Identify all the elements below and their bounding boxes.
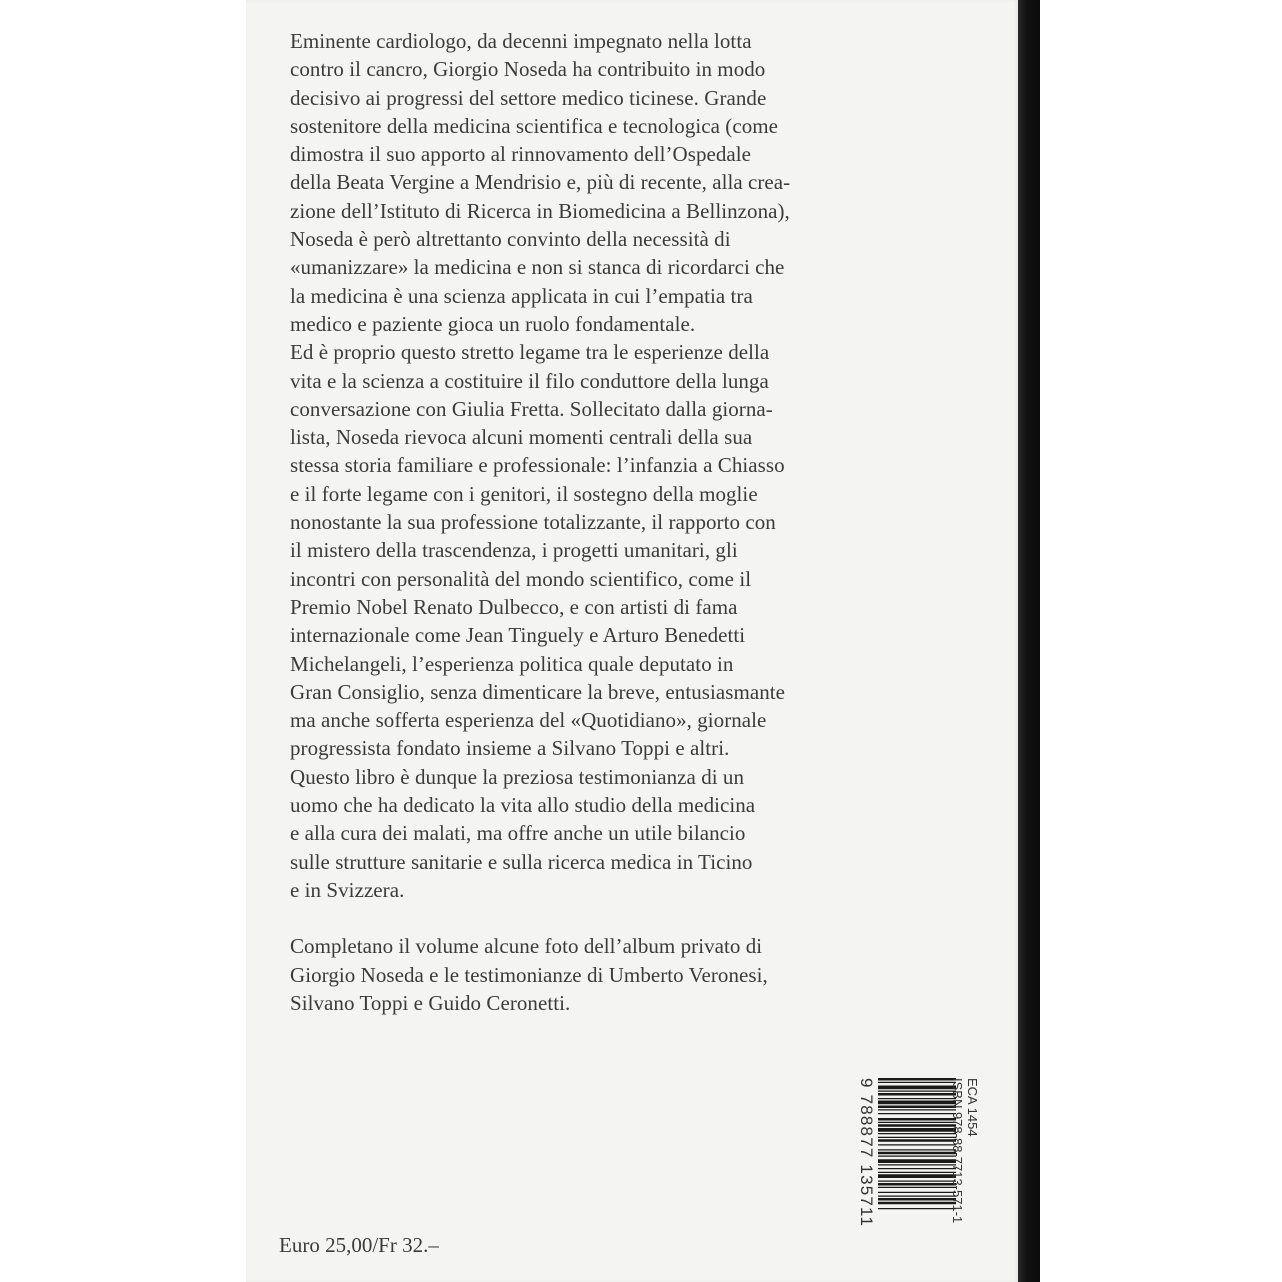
barcode-bar — [878, 1091, 956, 1092]
text-line: Ed è proprio questo stretto legame tra le esperienze della — [290, 340, 770, 365]
barcode-bar — [878, 1101, 956, 1105]
barcode-bar — [878, 1139, 956, 1142]
barcode-bar — [878, 1106, 956, 1109]
barcode-bar — [878, 1152, 956, 1155]
text-line: Michelangeli, l’esperienza politica quale deputato in — [290, 651, 734, 676]
text-line: della Beata Vergine a Mendrisio e, più di recente, alla crea- — [290, 170, 791, 195]
text-line: e alla cura dei malati, ma offre anche un utile bilancio — [290, 821, 746, 846]
text-line: stessa storia familiare e professionale: l’infanzia a Chiasso — [290, 453, 785, 478]
text-line: lista, Noseda rievoca alcuni momenti centrali della sua — [290, 425, 753, 450]
barcode-bar — [878, 1122, 956, 1123]
price-label: Euro 25,00/Fr 32.– — [279, 1233, 439, 1257]
text-line: decisivo ai progressi del settore medico ticinese. Grande — [290, 85, 767, 110]
text-line: Silvano Toppi e Guido Ceronetti. — [290, 990, 571, 1015]
text-line: zione dell’Istituto di Ricerca in Biomedicina a Bellinzona), — [290, 198, 790, 223]
text-line: il mistero della trascendenza, i progetti umanitari, gli — [290, 538, 738, 563]
text-line: Gran Consiglio, senza dimenticare la breve, entusiasmante — [290, 679, 786, 704]
barcode-bar — [878, 1159, 956, 1163]
isbn-label: ISBN 978-88-7713-571-1 — [950, 1078, 965, 1224]
text-line: progressista fondato insieme a Silvano Toppi e altri. — [290, 736, 730, 761]
barcode-bar — [878, 1164, 956, 1165]
text-line: nonostante la sua professione totalizzante, il rapporto con — [290, 510, 776, 535]
barcode-bar — [878, 1144, 956, 1145]
text-line: dimostra il suo apporto al rinnovamento dell’Ospedale — [290, 142, 752, 167]
text-line: vita e la scienza a costituire il filo conduttore della lunga — [290, 368, 769, 393]
barcode-bar — [878, 1168, 956, 1169]
blurb-paragraph — [290, 763, 850, 904]
text-line: e il forte legame con i genitori, il sostegno della moglie — [290, 481, 758, 506]
text-line: conversazione con Giulia Fretta. Sollecitato dalla giorna- — [290, 396, 773, 421]
barcode-bar — [878, 1196, 956, 1197]
book-spine — [1018, 0, 1040, 1282]
barcode-bar — [878, 1082, 956, 1083]
barcode-bar — [878, 1172, 956, 1173]
text-line: Premio Nobel Renato Dulbecco, e con artisti di fama — [290, 594, 738, 619]
barcode-bar — [878, 1202, 956, 1205]
text-line: Giorgio Noseda e le testimonianze di Umberto Veronesi, — [290, 962, 768, 987]
barcode-bar — [878, 1078, 956, 1081]
text-line: incontri con personalità del mondo scientifico, come il — [290, 566, 752, 591]
barcode-bar — [878, 1113, 956, 1114]
text-line: sulle strutture sanitarie e sulla ricerca medica in Ticino — [290, 849, 753, 874]
closing-paragraph — [290, 932, 850, 1017]
barcode-bar — [878, 1174, 956, 1178]
barcode-bar — [878, 1086, 956, 1090]
text-line: sostenitore della medicina scientifica e tecnologica (come — [290, 113, 779, 138]
barcode-bar — [878, 1149, 956, 1150]
text-line: contro il cancro, Giorgio Noseda ha contribuito in modo — [290, 57, 766, 82]
barcode-bar — [878, 1181, 956, 1182]
barcode-bar — [878, 1124, 956, 1127]
publisher-code: ECA 1454 — [965, 1078, 980, 1137]
barcode-bar — [878, 1098, 956, 1099]
text-line: la medicina è una scienza applicata in cui l’empatia tra — [290, 283, 753, 308]
barcode-bar — [878, 1093, 956, 1096]
barcode-bar — [878, 1137, 956, 1138]
text-line: uomo che ha dedicato la vita allo studio della medicina — [290, 793, 756, 818]
text-line: «umanizzare» la medicina e non si stanca di ricordarci che — [290, 255, 785, 280]
barcode-bar — [878, 1109, 956, 1110]
barcode-bar — [878, 1192, 956, 1193]
barcode-digits: 9 788877 135711 — [857, 1078, 876, 1228]
barcode-bar — [878, 1128, 956, 1132]
blurb-text — [290, 27, 850, 1017]
blurb-paragraph — [290, 338, 850, 762]
blurb-paragraph — [290, 27, 850, 338]
text-line: Questo libro è dunque la preziosa testimonianza di un — [290, 764, 745, 789]
barcode-bar — [878, 1183, 956, 1186]
barcode-bar — [878, 1133, 956, 1134]
barcode-bar — [878, 1198, 956, 1201]
text-line: Eminente cardiologo, da decenni impegnato nella lotta — [290, 29, 752, 53]
text-line: internazionale come Jean Tinguely e Arturo Benedetti — [290, 623, 746, 648]
barcode-bar — [878, 1208, 956, 1209]
text-line: Completano il volume alcune foto dell’album privato di — [290, 934, 763, 959]
text-line: medico e paziente gioca un ruolo fondamentale. — [290, 311, 696, 336]
text-line: Noseda è però altrettanto convinto della necessità di — [290, 227, 731, 252]
text-line: ma anche sofferta esperienza del «Quotidiano», giornale — [290, 708, 767, 733]
text-line: e in Svizzera. — [290, 877, 405, 902]
barcode-bar — [878, 1156, 956, 1157]
barcode-bar — [878, 1118, 956, 1121]
barcode-bar — [878, 1187, 956, 1188]
